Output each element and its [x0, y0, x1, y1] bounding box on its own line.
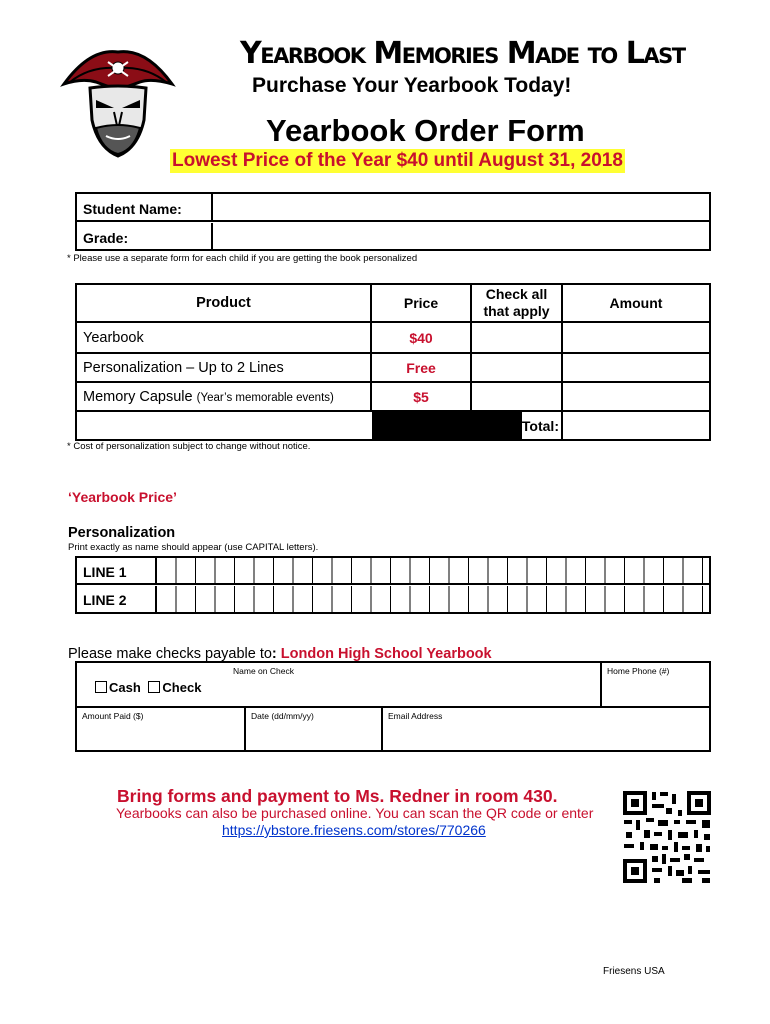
- yearbook-amount-cell[interactable]: [563, 323, 709, 354]
- total-row-blank: [77, 412, 372, 439]
- student-info-box: [75, 192, 711, 251]
- amount-paid-label: Amount Paid ($): [82, 711, 144, 721]
- name-on-check-label: Name on Check: [233, 666, 294, 676]
- home-phone-label: Home Phone (#): [607, 666, 670, 676]
- memory-capsule-check-cell[interactable]: [472, 383, 563, 412]
- publisher-credit: Friesens USA: [603, 966, 665, 977]
- price-cell: [372, 383, 472, 412]
- product-name: Memory Capsule: [83, 388, 193, 405]
- grade-row: [77, 223, 709, 251]
- personalization-title: Personalization: [68, 525, 176, 541]
- amount-paid-field[interactable]: [77, 708, 246, 750]
- grade-label: Grade:: [77, 223, 213, 251]
- personalization-instructions: Print exactly as name should appear (use CAPITAL letters).: [68, 542, 319, 553]
- product-name: Yearbook: [83, 329, 144, 346]
- line-1-row: [77, 558, 709, 585]
- header-amount: [563, 285, 709, 323]
- header-price-text: Price: [403, 295, 439, 311]
- payment-box: [75, 661, 711, 752]
- line-1-letter-boxes[interactable]: [157, 558, 709, 583]
- product-price: Free: [406, 359, 436, 376]
- table-row: [77, 383, 372, 412]
- cash-checkbox[interactable]: [95, 681, 107, 693]
- payable-prefix: Please make checks payable to: [68, 646, 272, 662]
- cash-label: Cash: [109, 680, 141, 695]
- header-product-text: Product: [196, 295, 251, 311]
- price-cell: [372, 323, 472, 354]
- online-purchase-text: Yearbooks can also be purchased online. You can scan the QR code or enter: [116, 805, 594, 821]
- student-name-label: Student Name:: [77, 194, 213, 220]
- line-2-row: [77, 586, 709, 613]
- personalization-lines-box: [75, 556, 711, 614]
- name-on-check-field[interactable]: [228, 663, 602, 708]
- form-title: Yearbook Order Form: [266, 113, 585, 148]
- total-label: Total:: [521, 417, 559, 434]
- payment-method: [77, 663, 228, 708]
- product-price: $5: [413, 388, 429, 405]
- separate-form-note: * Please use a separate form for each child if you are getting the book personalized: [67, 253, 418, 264]
- grade-field[interactable]: [215, 223, 709, 251]
- subheading: Purchase Your Yearbook Today!: [252, 74, 572, 97]
- check-checkbox[interactable]: [148, 681, 160, 693]
- student-name-field[interactable]: [215, 194, 709, 220]
- table-row: [77, 354, 372, 383]
- product-detail: (Year’s memorable events): [196, 391, 334, 404]
- line-2-letter-boxes[interactable]: [157, 586, 709, 613]
- payable-colon: :: [271, 646, 277, 662]
- home-phone-field[interactable]: [602, 663, 709, 708]
- banner-title: Yearbook Memories Made to Last: [240, 36, 685, 71]
- header-product: [77, 285, 372, 323]
- personalization-check-cell[interactable]: [472, 354, 563, 383]
- total-label-cell: [522, 412, 563, 439]
- pirate-mascot-logo: [60, 38, 176, 160]
- promo-banner: Lowest Price of the Year $40 until August 31, 2018: [172, 150, 623, 171]
- payable-to-line: [68, 646, 492, 662]
- store-link[interactable]: https://ybstore.friesens.com/stores/770266: [222, 822, 486, 838]
- line-1-label: LINE 1: [77, 558, 157, 583]
- total-amount-cell[interactable]: [563, 412, 709, 439]
- yearbook-check-cell[interactable]: [472, 323, 563, 354]
- yearbook-price-heading: ‘Yearbook Price’: [68, 489, 177, 505]
- header-amount-text: Amount: [609, 295, 663, 311]
- bring-forms-notice: Bring forms and payment to Ms. Redner in room 430.: [117, 786, 558, 806]
- header-check: [472, 285, 563, 323]
- product-name: Personalization – Up to 2 Lines: [83, 359, 284, 376]
- personalization-amount-cell[interactable]: [563, 354, 709, 383]
- header-check-text: Check all that apply: [483, 286, 550, 319]
- email-label: Email Address: [388, 711, 443, 721]
- table-row: [77, 323, 372, 354]
- qr-code-icon: [622, 790, 712, 884]
- line-2-label: LINE 2: [77, 586, 157, 613]
- date-label: Date (dd/mm/yy): [251, 711, 314, 721]
- total-row-shaded: [372, 412, 472, 439]
- payable-to-name: London High School Yearbook: [280, 646, 492, 662]
- student-name-row: [77, 194, 709, 222]
- product-price: $40: [409, 329, 433, 346]
- personalization-cost-note: * Cost of personalization subject to change without notice.: [67, 441, 311, 452]
- check-label: Check: [162, 680, 202, 695]
- memory-capsule-amount-cell[interactable]: [563, 383, 709, 412]
- date-field[interactable]: [246, 708, 383, 750]
- product-table: [75, 283, 711, 441]
- product-name-wrap: [83, 389, 370, 405]
- header-price: [372, 285, 472, 323]
- email-field[interactable]: [383, 708, 709, 750]
- price-cell: [372, 354, 472, 383]
